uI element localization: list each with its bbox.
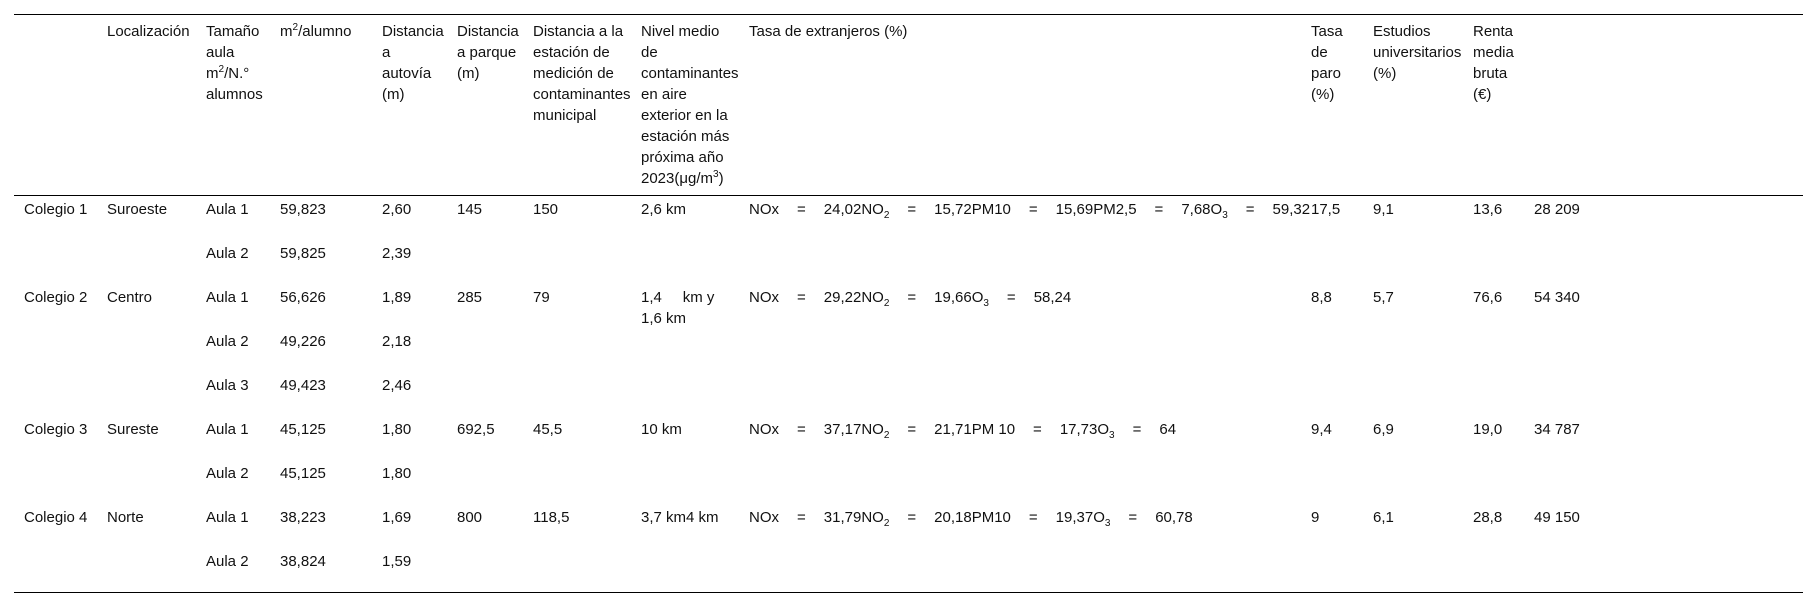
- cell-renta-media: 34 787: [1534, 421, 1580, 438]
- pollutant-entry: [749, 507, 824, 528]
- pollutant-label: O: [1093, 509, 1105, 526]
- pollutant-value: 64: [1159, 421, 1177, 438]
- pollutant-subscript: 3: [1222, 210, 1228, 221]
- cell-tasa-paro: 6,1: [1373, 509, 1394, 526]
- equals-sign: =: [1245, 201, 1255, 218]
- pollutant-label: PM2,5: [1093, 201, 1137, 218]
- pollutant-label: O: [1210, 201, 1223, 218]
- pollutant-label: NOx: [749, 289, 779, 306]
- cell-distancia-autovia: 800: [457, 509, 483, 526]
- cell-estudios-universitarios: 28,8: [1473, 509, 1503, 526]
- pollutant-entry: [972, 507, 1056, 528]
- pollutant-entry: [972, 287, 1034, 308]
- cell-distancia-parque: 118,5: [533, 509, 570, 526]
- cell-distancia-estacion: 10 km: [641, 421, 682, 438]
- cell-aula: Aula 2: [206, 553, 249, 570]
- cell-m2-alumno: 1,59: [382, 553, 412, 570]
- header-m2-alumno: $m^2$/alumno: [280, 22, 352, 40]
- data-table: [14, 14, 1803, 593]
- equals-sign: =: [1128, 509, 1138, 526]
- table-row: [14, 196, 1803, 241]
- pollutant-value: 21,71: [934, 421, 972, 438]
- cell-tamano-aula: 38,223: [280, 509, 326, 526]
- pollutant-label: O: [971, 289, 984, 306]
- header-tasa-extranjeros: Tasa de extranjeros (%): [749, 23, 908, 40]
- cell-aula: Aula 2: [206, 333, 249, 350]
- pollutant-label: NO: [861, 289, 884, 306]
- equals-sign: =: [1154, 201, 1164, 218]
- cell-pollutants: [739, 504, 1301, 593]
- equals-sign: =: [1028, 509, 1038, 526]
- pollutant-value: 60,78: [1155, 509, 1193, 526]
- equals-sign: =: [797, 201, 806, 218]
- header-row: [14, 15, 1803, 196]
- pollutant-label: PM10: [971, 509, 1011, 526]
- cell-colegio: Colegio 1: [24, 201, 88, 218]
- cell-distancia-parque: 45,5: [533, 421, 563, 438]
- equals-sign: =: [1132, 421, 1142, 438]
- data-table-container: [14, 14, 1803, 593]
- pollutant-value: 7,68: [1181, 201, 1211, 218]
- cell-aula: Aula 1: [206, 509, 249, 526]
- pollutant-value: 15,69: [1055, 201, 1094, 218]
- cell-aula: Aula 2: [206, 465, 249, 482]
- pollutant-subscript: 3: [1104, 518, 1111, 529]
- pollutant-value: 58,24: [1033, 289, 1072, 306]
- table-row: [14, 284, 1803, 328]
- cell-aula: Aula 1: [206, 289, 249, 306]
- cell-estudios-universitarios: 19,0: [1473, 421, 1503, 438]
- cell-m2-alumno: 1,89: [382, 289, 412, 306]
- cell-pollutants: [739, 284, 1301, 416]
- cell-renta-media: 54 340: [1534, 289, 1580, 306]
- cell-colegio: Colegio 3: [24, 421, 88, 438]
- cell-aula: Aula 1: [206, 421, 249, 438]
- pollutant-subscript: 2: [883, 430, 890, 441]
- cell-distancia-autovia: 692,5: [457, 421, 495, 438]
- cell-distancia-estacion: 1,4 km y 1,6 km: [641, 289, 719, 327]
- pollutant-value: 29,22: [823, 289, 862, 306]
- pollutant-value: 24,02: [823, 201, 862, 218]
- table-row: [14, 416, 1803, 460]
- pollutant-subscript: 2: [883, 298, 890, 309]
- pollutant-entry: [1097, 419, 1159, 440]
- cell-tamano-aula: 49,226: [280, 333, 326, 350]
- header-estudios-universitarios: Estudios universitarios (%): [1373, 23, 1462, 82]
- cell-colegio: Colegio 2: [24, 289, 88, 306]
- cell-m2-alumno: 2,39: [382, 245, 412, 262]
- equals-sign: =: [1006, 289, 1016, 306]
- pollutant-entry: [1093, 507, 1155, 528]
- equals-sign: =: [797, 509, 806, 526]
- pollutant-label: NOx: [749, 201, 779, 218]
- cell-tamano-aula: 45,125: [280, 421, 326, 438]
- cell-localizacion: Norte: [107, 509, 144, 526]
- cell-localizacion: Centro: [107, 289, 153, 306]
- pollutant-label: NO: [861, 201, 884, 218]
- pollutant-value: 37,17: [823, 421, 862, 438]
- pollutant-entry: [861, 199, 934, 220]
- cell-tamano-aula: 59,825: [280, 245, 326, 262]
- cell-aula: Aula 2: [206, 245, 249, 262]
- cell-tasa-extranjeros: 9: [1311, 509, 1320, 526]
- pollutant-entry: [749, 419, 824, 440]
- cell-distancia-estacion: 2,6 km: [641, 201, 687, 218]
- equals-sign: =: [797, 421, 806, 438]
- header-renta-media: Renta media bruta (€): [1473, 23, 1514, 103]
- header-extra: [1524, 15, 1803, 196]
- pollutant-entry: [1211, 199, 1273, 220]
- cell-tamano-aula: 45,125: [280, 465, 326, 482]
- pollutant-value: 19,66: [934, 289, 972, 306]
- cell-aula: Aula 1: [206, 201, 249, 218]
- pollutant-entry: [861, 507, 934, 528]
- equals-sign: =: [1028, 201, 1038, 218]
- cell-tasa-paro: 6,9: [1373, 421, 1394, 438]
- equals-sign: =: [907, 421, 917, 438]
- pollutant-value: 20,18: [934, 509, 972, 526]
- equals-sign: =: [797, 289, 806, 306]
- pollutant-entry: [749, 199, 824, 220]
- cell-estudios-universitarios: 76,6: [1473, 289, 1503, 306]
- cell-estudios-universitarios: 13,6: [1473, 201, 1503, 218]
- cell-tamano-aula: 38,824: [280, 553, 326, 570]
- pollutant-value: 19,37: [1055, 509, 1094, 526]
- header-distancia-autovia: Distancia a autovía (m): [382, 23, 444, 103]
- cell-renta-media: 49 150: [1534, 509, 1580, 526]
- cell-m2-alumno: 2,60: [382, 201, 412, 218]
- cell-distancia-parque: 150: [533, 201, 559, 218]
- pollutant-entry: [1093, 199, 1181, 220]
- cell-pollutants: [739, 416, 1301, 504]
- cell-tasa-paro: 9,1: [1373, 201, 1394, 218]
- header-tamano-aula: Tamaño aula $m^2/N.^\circ$ alumnos: [206, 23, 263, 103]
- pollutant-entry: [861, 419, 934, 440]
- cell-tamano-aula: 49,423: [280, 377, 326, 394]
- cell-m2-alumno: 2,46: [382, 377, 412, 394]
- pollutant-label: NO: [861, 421, 884, 438]
- pollutant-entry: [749, 287, 824, 308]
- pollutant-value: 15,72: [934, 201, 972, 218]
- equals-sign: =: [1033, 421, 1042, 438]
- cell-tasa-paro: 5,7: [1373, 289, 1394, 306]
- cell-tasa-extranjeros: 9,4: [1311, 421, 1332, 438]
- cell-m2-alumno: 2,18: [382, 333, 412, 350]
- cell-localizacion: Suroeste: [107, 201, 168, 218]
- pollutant-subscript: 3: [983, 298, 989, 309]
- cell-m2-alumno: 1,69: [382, 509, 412, 526]
- pollutant-entry: [861, 287, 934, 308]
- cell-distancia-parque: 79: [533, 289, 550, 306]
- pollutant-value: 17,73: [1059, 421, 1098, 438]
- cell-colegio: Colegio 4: [24, 509, 88, 526]
- cell-m2-alumno: 1,80: [382, 421, 412, 438]
- cell-tasa-extranjeros: 17,5: [1311, 201, 1341, 218]
- pollutant-value: 31,79: [823, 509, 862, 526]
- pollutant-subscript: 3: [1109, 430, 1115, 441]
- pollutant-label: O: [1097, 421, 1110, 438]
- cell-m2-alumno: 1,80: [382, 465, 412, 482]
- cell-renta-media: 28 209: [1534, 201, 1580, 218]
- pollutant-entry: [972, 419, 1060, 440]
- equals-sign: =: [907, 201, 917, 218]
- header-distancia-estacion: Distancia a la estación de medición de contaminantes municipal: [533, 23, 631, 124]
- header-localizacion: Localización: [107, 23, 190, 40]
- cell-tamano-aula: 59,823: [280, 201, 326, 218]
- pollutant-label: NOx: [749, 509, 779, 526]
- pollutant-entry: [972, 199, 1056, 220]
- header-colegio: [14, 15, 97, 196]
- pollutant-label: NO: [861, 509, 884, 526]
- table-row: [14, 504, 1803, 548]
- cell-tasa-extranjeros: 8,8: [1311, 289, 1332, 306]
- header-nivel-medio: Nivel medio de contaminantes en aire exterior en la estación más próxima año $2023(\mu g/m^3)$: [641, 23, 739, 187]
- header-distancia-parque: Distancia a parque (m): [457, 23, 519, 82]
- cell-localizacion: Sureste: [107, 421, 159, 438]
- table-body: [14, 196, 1803, 593]
- cell-aula: Aula 3: [206, 377, 249, 394]
- equals-sign: =: [907, 289, 917, 306]
- pollutant-label: NOx: [749, 421, 779, 438]
- cell-distancia-autovia: 145: [457, 201, 483, 218]
- pollutant-value: 59,32: [1272, 201, 1311, 218]
- pollutant-label: PM10: [971, 201, 1011, 218]
- cell-pollutants: [739, 196, 1311, 285]
- cell-distancia-estacion: 3,7 km4 km: [641, 509, 719, 526]
- cell-tamano-aula: 56,626: [280, 289, 326, 306]
- header-tasa-paro: Tasa de paro (%): [1311, 23, 1343, 103]
- pollutant-label: PM 10: [971, 421, 1016, 438]
- equals-sign: =: [907, 509, 917, 526]
- pollutant-subscript: 2: [883, 518, 890, 529]
- pollutant-subscript: 2: [883, 210, 890, 221]
- cell-distancia-autovia: 285: [457, 289, 483, 306]
